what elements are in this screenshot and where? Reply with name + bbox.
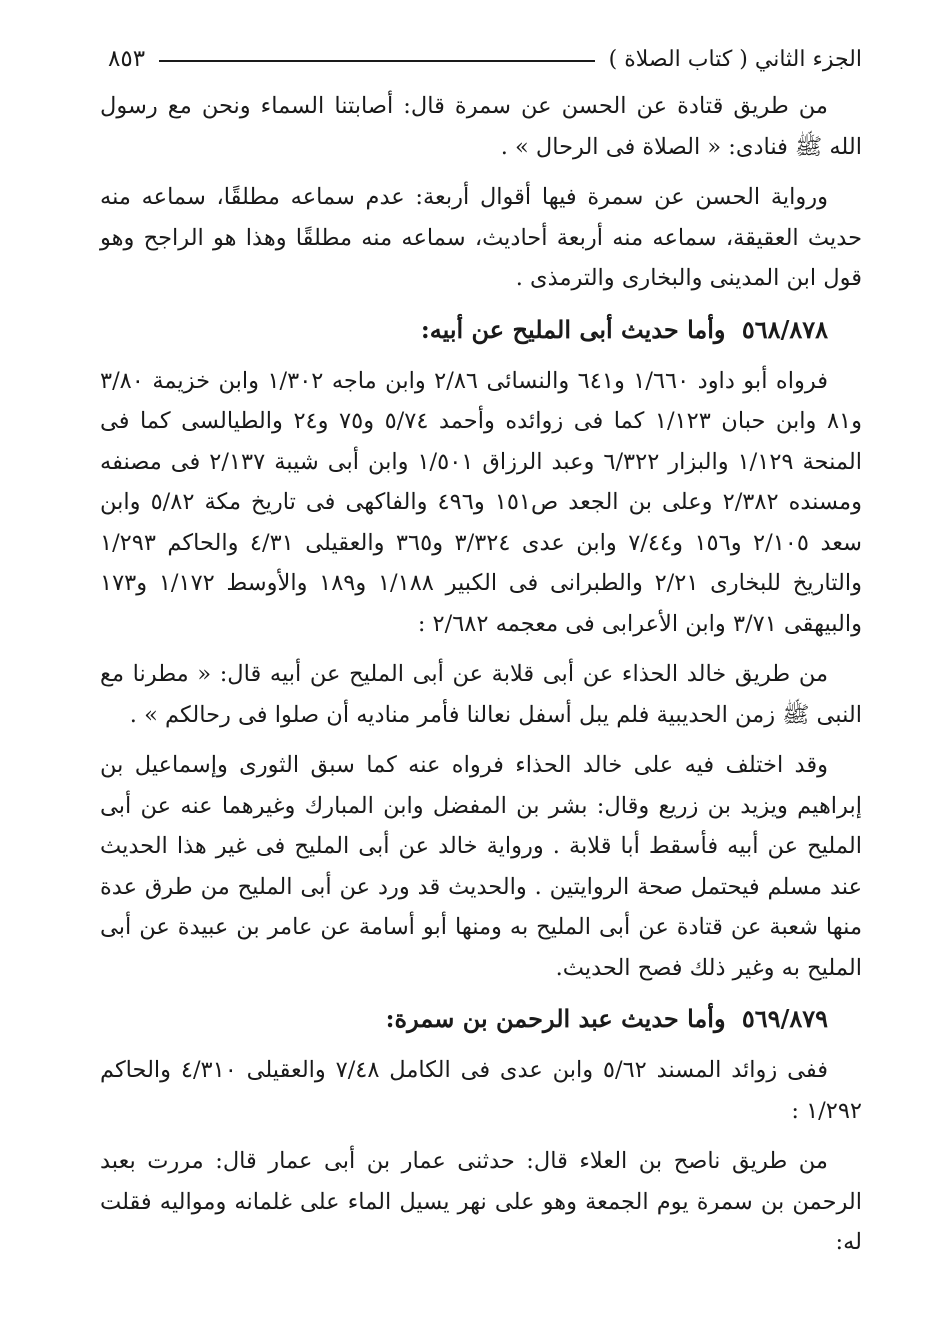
page-number: ٨٥٣ <box>108 46 146 72</box>
book-page <box>100 36 862 1273</box>
paragraph-3: فرواه أبو داود ١/٦٦٠ و٦٤١ والنسائى ٢/٨٦ وابن ماجه ١/٣٠٢ وابن خزيمة ٣/٨٠ و٨١ وابن حبان ١/١٢٣ كما فى زوائده وأحمد ٥/٧٤ و٧٥ و٢٤ والطيالسى كما فى المنحة ١/١٢٩ والبزار ٦/٣٢٢ وعبد الرزاق ١/٥٠١ وابن أبى شيبة ٢/١٣٧ فى مصنفه ومسنده ٢/٣٨٢ وعلى بن الجعد ص١٥١ و٤٩٦ والفاكهى فى تاريخ مكة ٥/٨٢ وابن سعد ٢/١٠٥ و١٥٦ و٧/٤٤ وابن عدى ٣/٣٢٤ و٣٦٥ والعقيلى ٤/٣١ والحاكم ١/٢٩٣ والتاريخ للبخارى ٢/٢١ والطبرانى فى الكبير ١/١٨٨ و١٨٩ والأوسط ١/١٧٢ و١٧٣ والبيهقى ٣/٧١ وابن الأعرابى فى معجمه ٢/٦٨٢ : <box>100 367 863 637</box>
paragraph-7: من طريق ناصح بن العلاء قال: حدثنى عمار بن أبى عمار قال: مررت بعبد الرحمن بن سمرة يوم الجمعة وهو على نهر يسيل الماء على غلمانه ومواليه فقلت له: <box>100 1148 862 1255</box>
paragraph-6: ففى زوائد المسند ٥/٦٢ وابن عدى فى الكامل ٧/٤٨ والعقيلى ٤/٣١٠ والحاكم ١/٢٩٢ : <box>100 1057 862 1124</box>
header-rule <box>159 60 595 62</box>
hadith-number: ٥٦٩/٨٧٩ <box>741 1004 828 1033</box>
running-title: الجزء الثاني ( كتاب الصلاة ) <box>608 46 862 72</box>
section-heading-879 <box>100 998 862 1040</box>
paragraph-5: وقد اختلف فيه على خالد الحذاء فرواه عنه كما سبق الثورى وإسماعيل بن إبراهيم ويزيد بن زريع وقال: بشر بن المفضل وابن المبارك وغيرهما عنه عن أبى المليح عن أبيه فأسقط أبا قلابة . ورواية خالد عن أبى المليح فى غير هذا الحديث عند مسلم فيحتمل صحة الروايتين . والحديث قد ورد عن أبى المليح من طرق عدة منها شعبة عن قتادة عن أبى المليح به ومنها أبو أسامة عن عامر بن عبيدة عن أبى المليح به وغير ذلك فصح الحديث. <box>100 752 862 981</box>
page-header <box>100 36 862 82</box>
hadith-number: ٥٦٨/٨٧٨ <box>741 314 828 344</box>
page-body <box>100 86 862 1263</box>
paragraph-2: ورواية الحسن عن سمرة فيها أقوال أربعة: عدم سماعه مطلقًا، سماعه منه حديث العقيقة، سماعه منه أربعة أحاديث، سماعه منه مطلقًا وهذا هو الراجح وهو قول ابن المدينى والبخارى والترمذى . <box>100 184 862 291</box>
paragraph-1: من طريق قتادة عن الحسن عن سمرة قال: أصابتنا السماء ونحن مع رسول الله ﷺ فنادى: « الصلاة فى الرحال » . <box>100 93 862 160</box>
section-heading-text: وأما حديث عبد الرحمن بن سمرة: <box>385 1004 726 1033</box>
section-heading-text: وأما حديث أبى المليح عن أبيه: <box>420 314 726 344</box>
paragraph-4: من طريق خالد الحذاء عن أبى قلابة عن أبى المليح عن أبيه قال: « مطرنا مع النبى ﷺ زمن الحديبية فلم يبل أسفل نعالنا فأمر مناديه أن صلوا فى رحالكم » . <box>100 661 862 728</box>
section-heading-878 <box>100 309 862 351</box>
